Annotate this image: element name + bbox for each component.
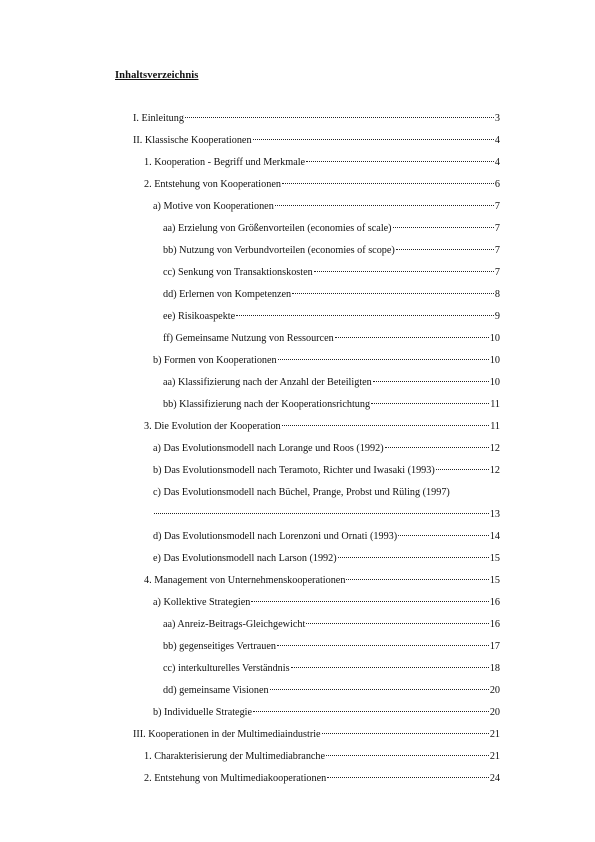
- toc-entry-text: b) Das Evolutionsmodell nach Teramoto, Richter und Iwasaki (1993): [153, 465, 435, 476]
- toc-entry-text: dd) gemeinsame Visionen: [163, 685, 269, 696]
- toc-page-number: 3: [494, 113, 500, 124]
- toc-entry: [163, 662, 500, 675]
- toc-dot-leader: [251, 600, 488, 602]
- toc-entry-text: aa) Anreiz-Beitrags-Gleichgewicht: [163, 619, 306, 630]
- toc-dot-leader: [338, 556, 489, 558]
- toc-page-number: 16: [489, 619, 500, 630]
- toc-dot-leader: [292, 292, 494, 294]
- toc-entry-text: b) Individuelle Strategie: [153, 707, 253, 718]
- toc-dot-leader: [185, 116, 494, 118]
- toc-page-number: 20: [489, 707, 500, 718]
- toc-dot-leader: [278, 358, 489, 360]
- toc-dot-leader: [396, 248, 494, 250]
- toc-dot-leader: [371, 402, 489, 404]
- toc-dot-leader: [385, 446, 489, 448]
- toc-entry: [153, 552, 500, 565]
- toc-page-number: 10: [489, 333, 500, 344]
- toc-page-number: 7: [494, 223, 500, 234]
- toc-entry-text: bb) Nutzung von Verbundvorteilen (economies of scope): [163, 245, 395, 256]
- toc-entry: [153, 354, 500, 367]
- toc-entry-text: cc) interkulturelles Verständnis: [163, 663, 290, 674]
- toc-dot-leader: [306, 622, 489, 624]
- toc-entry: [144, 772, 500, 785]
- toc-entry-text: 4. Management von Unternehmenskooperationen: [144, 575, 346, 586]
- toc-entry-text: 2. Entstehung von Multimediakooperationen: [144, 773, 327, 784]
- toc-page-number: 18: [489, 663, 500, 674]
- toc-entry-text: a) Das Evolutionsmodell nach Lorange und Roos (1992): [153, 443, 384, 454]
- toc-dot-leader: [282, 424, 490, 426]
- toc-entry-text: dd) Erlernen von Kompetenzen: [163, 289, 292, 300]
- toc-entry-text: II. Klassische Kooperationen: [133, 135, 252, 146]
- toc-page-number: 14: [489, 531, 500, 542]
- toc-entry: [144, 156, 500, 169]
- toc-dot-leader: [154, 512, 489, 514]
- toc-entry-text: ee) Risikoaspekte: [163, 311, 236, 322]
- toc-page-number: 4: [494, 157, 500, 168]
- toc-entry: [133, 134, 500, 147]
- toc-page-number: 21: [489, 751, 500, 762]
- toc-page-number: 6: [494, 179, 500, 190]
- toc-page-number: 11: [490, 399, 500, 410]
- toc-entry: [163, 376, 500, 389]
- toc-dot-leader: [277, 644, 489, 646]
- toc-page-number: 10: [489, 355, 500, 366]
- toc-dot-leader: [270, 688, 489, 690]
- toc-dot-leader: [253, 138, 494, 140]
- toc-page-number: 21: [489, 729, 500, 740]
- toc-entry: [163, 222, 500, 235]
- toc-entry-text: ff) Gemeinsame Nutzung von Ressourcen: [163, 333, 334, 344]
- toc-entry: [163, 266, 500, 279]
- toc-dot-leader: [291, 666, 489, 668]
- toc-entry: [144, 750, 500, 763]
- toc-dot-leader: [398, 534, 489, 536]
- toc-page-number: 15: [489, 553, 500, 564]
- toc-dot-leader: [322, 732, 489, 734]
- toc-entry-text: aa) Klassifizierung nach der Anzahl der Beteiligten: [163, 377, 372, 388]
- toc-entry-text: III. Kooperationen in der Multimediaindustrie: [133, 729, 321, 740]
- toc-entry: [163, 684, 500, 697]
- toc-entry-text: c) Das Evolutionsmodell nach Büchel, Prange, Probst und Rüling (1997): [153, 487, 450, 498]
- toc-dot-leader: [373, 380, 489, 382]
- toc-entry-text: 3. Die Evolution der Kooperation: [144, 421, 281, 432]
- toc-dot-leader: [253, 710, 489, 712]
- page-title: Inhaltsverzeichnis: [115, 70, 199, 81]
- toc-entry-text: I. Einleitung: [133, 113, 184, 124]
- toc-page-number: 10: [489, 377, 500, 388]
- toc-entry: [153, 596, 500, 609]
- toc-entry-text: bb) gegenseitiges Vertrauen: [163, 641, 276, 652]
- toc-page-number: 7: [494, 201, 500, 212]
- toc-dot-leader: [306, 160, 494, 162]
- toc-dot-leader: [236, 314, 494, 316]
- toc-entry-text: bb) Klassifizierung nach der Kooperationsrichtung: [163, 399, 371, 410]
- toc-entry: [133, 728, 500, 741]
- toc-entry: [153, 442, 500, 455]
- toc-entry: [144, 420, 500, 433]
- toc-entry: [144, 574, 500, 587]
- toc-entry: [153, 706, 500, 719]
- toc-page-number: 11: [490, 421, 500, 432]
- toc-entry-text: b) Formen von Kooperationen: [153, 355, 277, 366]
- toc-page-number: 7: [494, 267, 500, 278]
- toc-page-number: 12: [489, 465, 500, 476]
- toc-dot-leader: [327, 776, 489, 778]
- toc-page-number: 8: [494, 289, 500, 300]
- toc-page-number: 16: [489, 597, 500, 608]
- toc-entry: [163, 640, 500, 653]
- toc-dot-leader: [346, 578, 488, 580]
- toc-entry: [144, 178, 500, 191]
- toc-page-number: 4: [494, 135, 500, 146]
- toc-entry: [153, 530, 500, 543]
- toc-entry-text: aa) Erzielung von Größenvorteilen (economies of scale): [163, 223, 392, 234]
- toc-entry-text: 1. Charakterisierung der Multimediabranche: [144, 751, 326, 762]
- toc-entry: [163, 310, 500, 323]
- toc-page-number: 24: [489, 773, 500, 784]
- toc-dot-leader: [314, 270, 494, 272]
- toc-page-number: 17: [489, 641, 500, 652]
- toc-dot-leader: [335, 336, 489, 338]
- toc-entry-text: a) Motive von Kooperationen: [153, 201, 274, 212]
- toc-entry-text: cc) Senkung von Transaktionskosten: [163, 267, 313, 278]
- toc-entry: [153, 200, 500, 213]
- toc-entry-text: 2. Entstehung von Kooperationen: [144, 179, 281, 190]
- toc-entry: [163, 288, 500, 301]
- toc-entry: [153, 464, 500, 477]
- toc-entry: [153, 508, 500, 521]
- toc-entry: [163, 332, 500, 345]
- toc-page-number: 9: [494, 311, 500, 322]
- toc-page-number: 12: [489, 443, 500, 454]
- toc-dot-leader: [282, 182, 494, 184]
- toc-entry-text: 1. Kooperation - Begriff und Merkmale: [144, 157, 306, 168]
- toc-page-number: 15: [489, 575, 500, 586]
- toc-entry: [163, 244, 500, 257]
- toc-dot-leader: [275, 204, 494, 206]
- toc-entry-text: a) Kollektive Strategien: [153, 597, 251, 608]
- toc-entry-text: d) Das Evolutionsmodell nach Lorenzoni und Ornati (1993): [153, 531, 398, 542]
- toc-entry: [163, 398, 500, 411]
- toc-page-number: 7: [494, 245, 500, 256]
- toc-dot-leader: [393, 226, 494, 228]
- toc-dot-leader: [326, 754, 489, 756]
- toc-page-number: 13: [489, 509, 500, 520]
- toc-page-number: 20: [489, 685, 500, 696]
- toc-entry-text: e) Das Evolutionsmodell nach Larson (1992): [153, 553, 337, 564]
- toc-dot-leader: [436, 468, 489, 470]
- toc-entry: [133, 112, 500, 125]
- toc-entry: [163, 618, 500, 631]
